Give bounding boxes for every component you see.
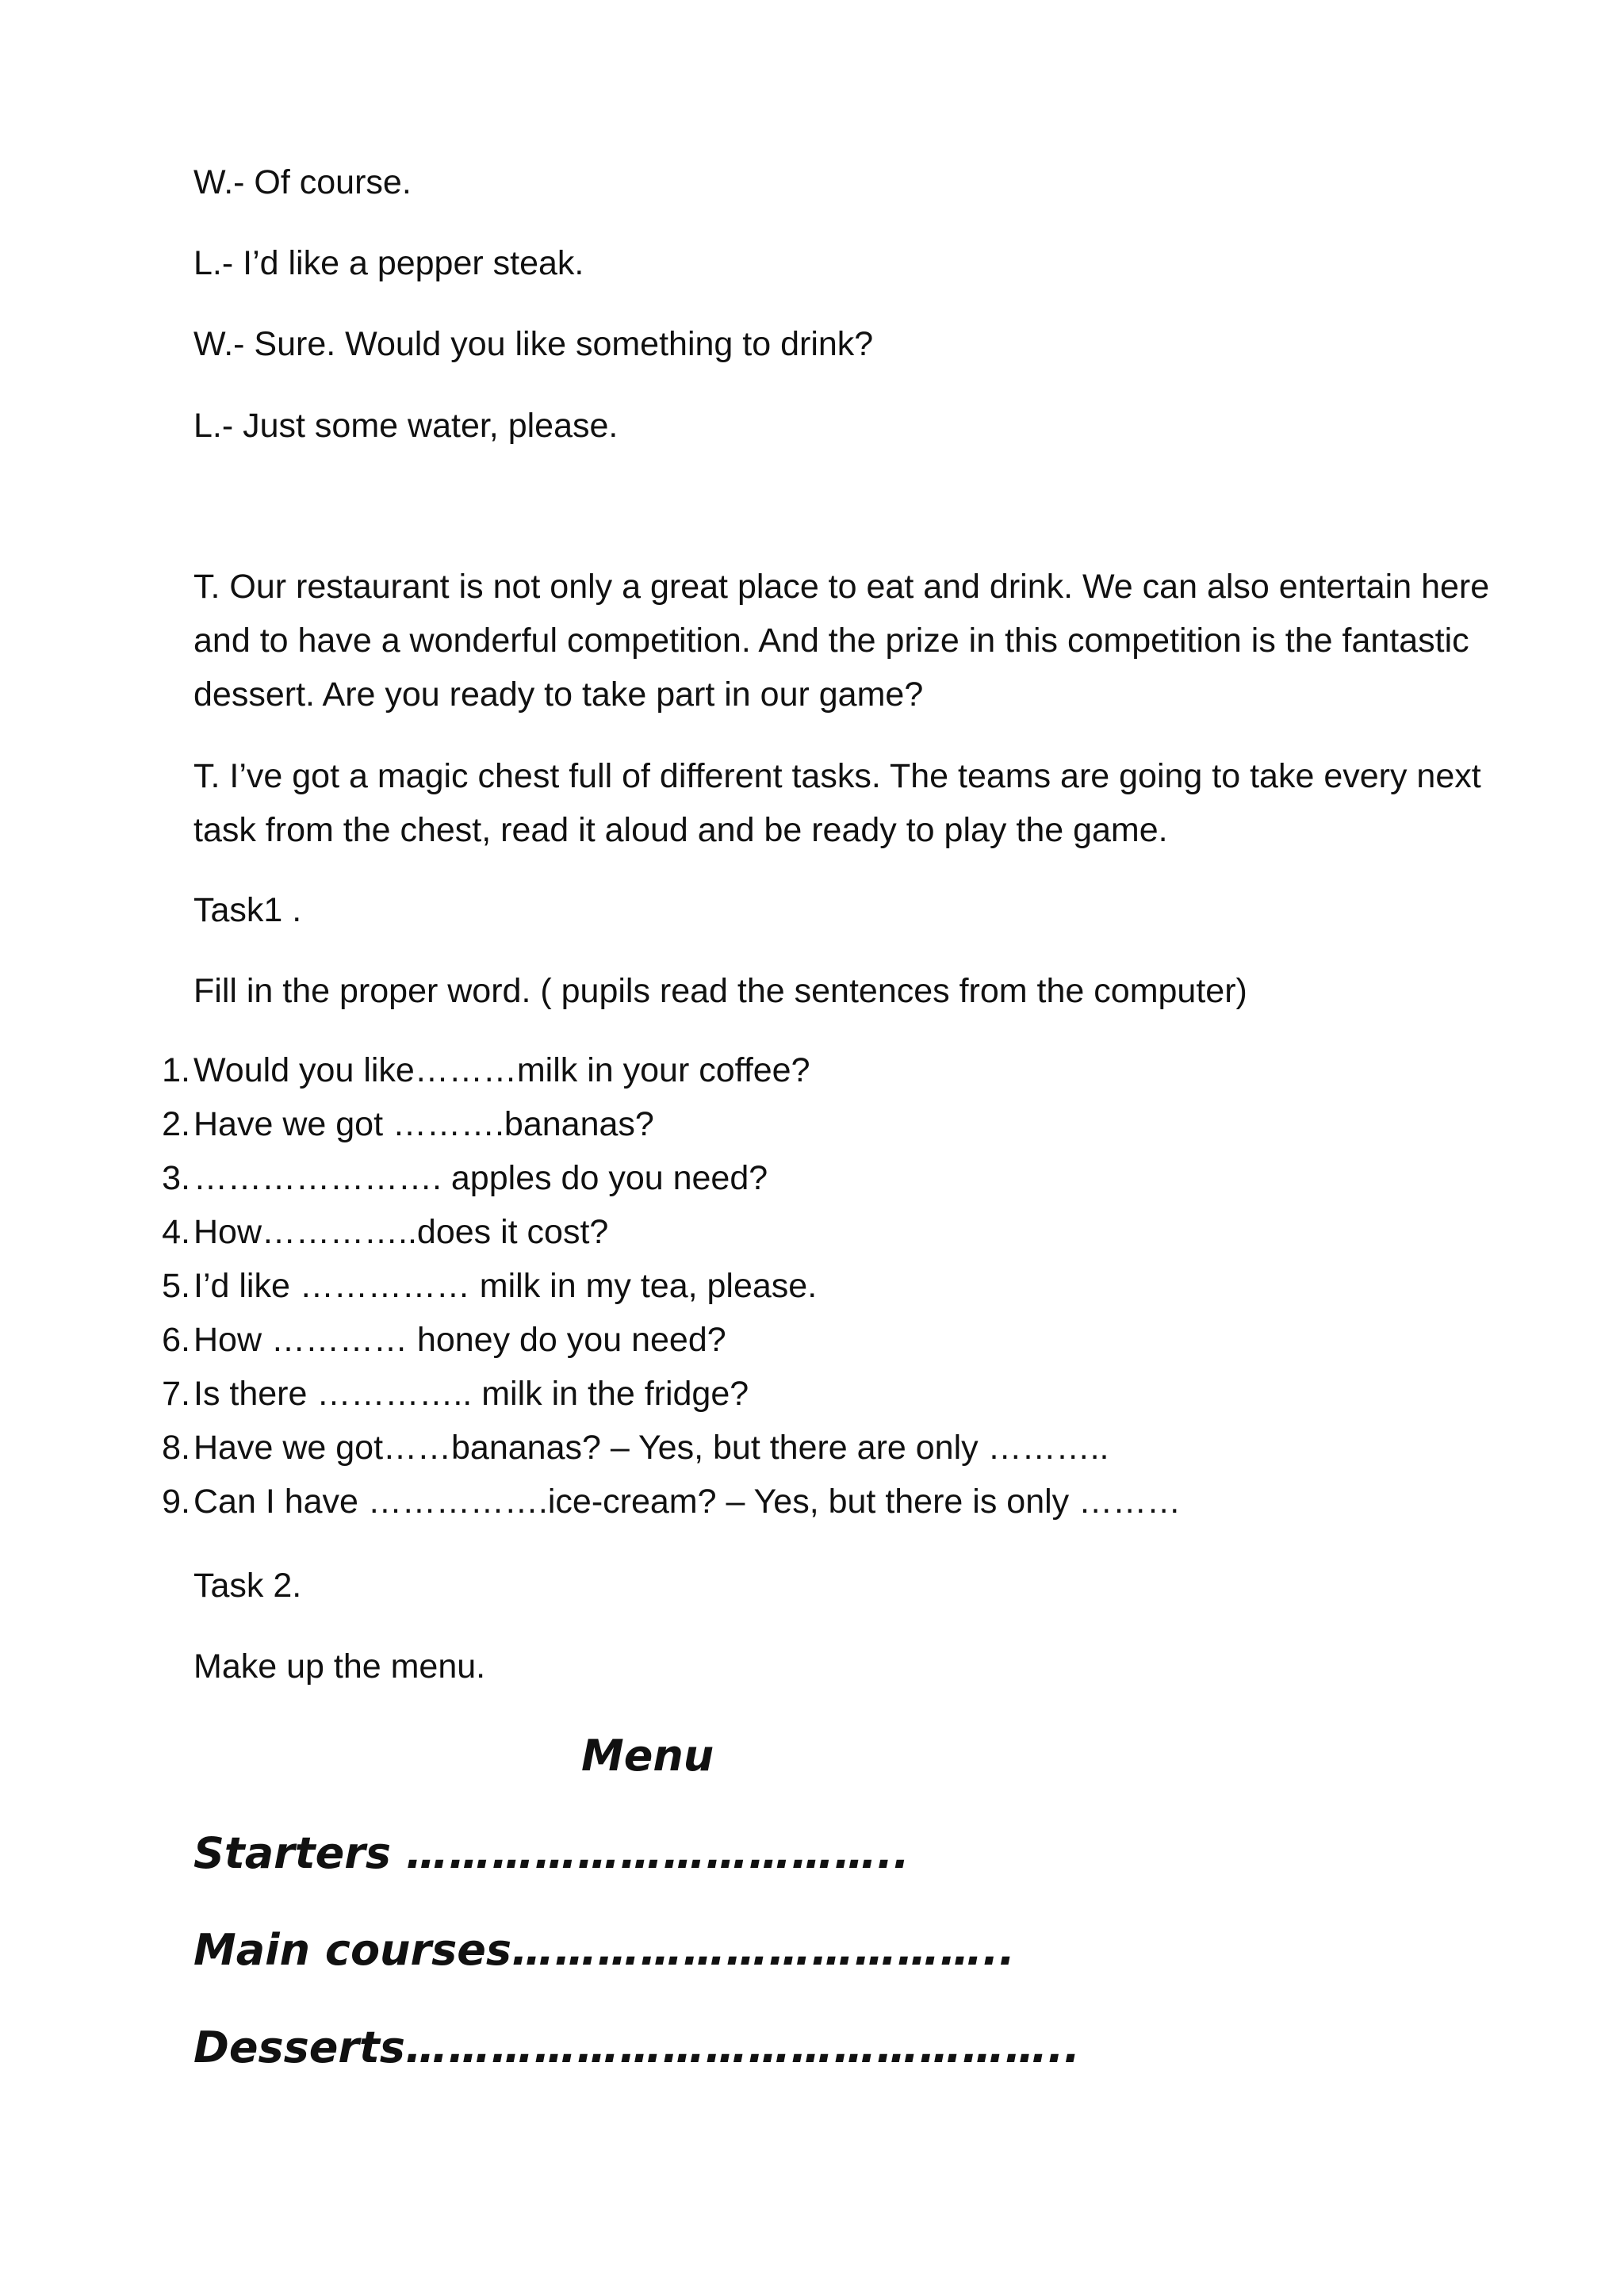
list-item-text: Can I have …………….ice-cream? – Yes, but there is only ……… bbox=[193, 1483, 1182, 1521]
dialogue-line-4: L.- Just some water, please. bbox=[193, 407, 619, 445]
menu-starters-line: Starters …………………………….. bbox=[193, 1828, 910, 1878]
task1-instruction: Fill in the proper word. ( pupils read the sentences from the computer) bbox=[193, 972, 1247, 1010]
menu-desserts-line: Desserts……………………………………….. bbox=[193, 2022, 1080, 2072]
list-item-text: Is there ………….. milk in the fridge? bbox=[193, 1375, 749, 1413]
list-item-number: 5. bbox=[162, 1267, 190, 1305]
list-item-number: 7. bbox=[162, 1375, 190, 1413]
list-item-text: Have we got……bananas? – Yes, but there are only ……….. bbox=[193, 1429, 1109, 1467]
list-item bbox=[127, 1043, 1475, 1097]
list-item-number: 8. bbox=[162, 1429, 190, 1467]
dialogue-line-1: W.- Of course. bbox=[193, 163, 412, 201]
list-item-text: How…………..does it cost? bbox=[193, 1213, 609, 1251]
list-item-number: 1. bbox=[162, 1051, 190, 1089]
list-item bbox=[127, 1205, 1475, 1259]
list-item-text: How ………… honey do you need? bbox=[193, 1321, 726, 1359]
task2-title: Task 2. bbox=[193, 1567, 302, 1605]
teacher-paragraph-2: T. I’ve got a magic chest full of different tasks. The teams are going to take every next task from the chest, read it aloud and be ready to play the game. bbox=[193, 757, 1481, 849]
list-item-number: 3. bbox=[162, 1159, 190, 1197]
list-item-number: 6. bbox=[162, 1321, 190, 1359]
dialogue-line-2: L.- I’d like a pepper steak. bbox=[193, 244, 584, 282]
menu-title: Menu bbox=[581, 1731, 714, 1781]
list-item-text: I’d like …………… milk in my tea, please. bbox=[193, 1267, 818, 1305]
dialogue-line-3: W.- Sure. Would you like something to drink? bbox=[193, 325, 874, 363]
list-item-number: 2. bbox=[162, 1105, 190, 1143]
list-item bbox=[127, 1475, 1475, 1529]
task1-sentence-list bbox=[127, 1043, 1475, 1529]
teacher-paragraph-1: T. Our restaurant is not only a great place to eat and drink. We can also entertain here and to have a wonderful competition. And the prize in this competition is the fantastic dessert. Are you ready to take part in our game? bbox=[193, 568, 1490, 714]
list-item-text: …………………. apples do you need? bbox=[193, 1159, 768, 1197]
list-item bbox=[127, 1421, 1475, 1475]
task1-title: Task1 . bbox=[193, 891, 302, 929]
list-item bbox=[127, 1097, 1475, 1151]
list-item-text: Would you like………milk in your coffee? bbox=[193, 1051, 810, 1089]
task2-instruction: Make up the menu. bbox=[193, 1647, 486, 1686]
list-item bbox=[127, 1151, 1475, 1205]
list-item bbox=[127, 1313, 1475, 1367]
list-item-number: 4. bbox=[162, 1213, 190, 1251]
list-item-number: 9. bbox=[162, 1483, 190, 1521]
list-item bbox=[127, 1367, 1475, 1421]
list-item bbox=[127, 1259, 1475, 1313]
list-item-text: Have we got ……….bananas? bbox=[193, 1105, 654, 1143]
menu-main-courses-line: Main courses…………………………….. bbox=[193, 1925, 1016, 1975]
